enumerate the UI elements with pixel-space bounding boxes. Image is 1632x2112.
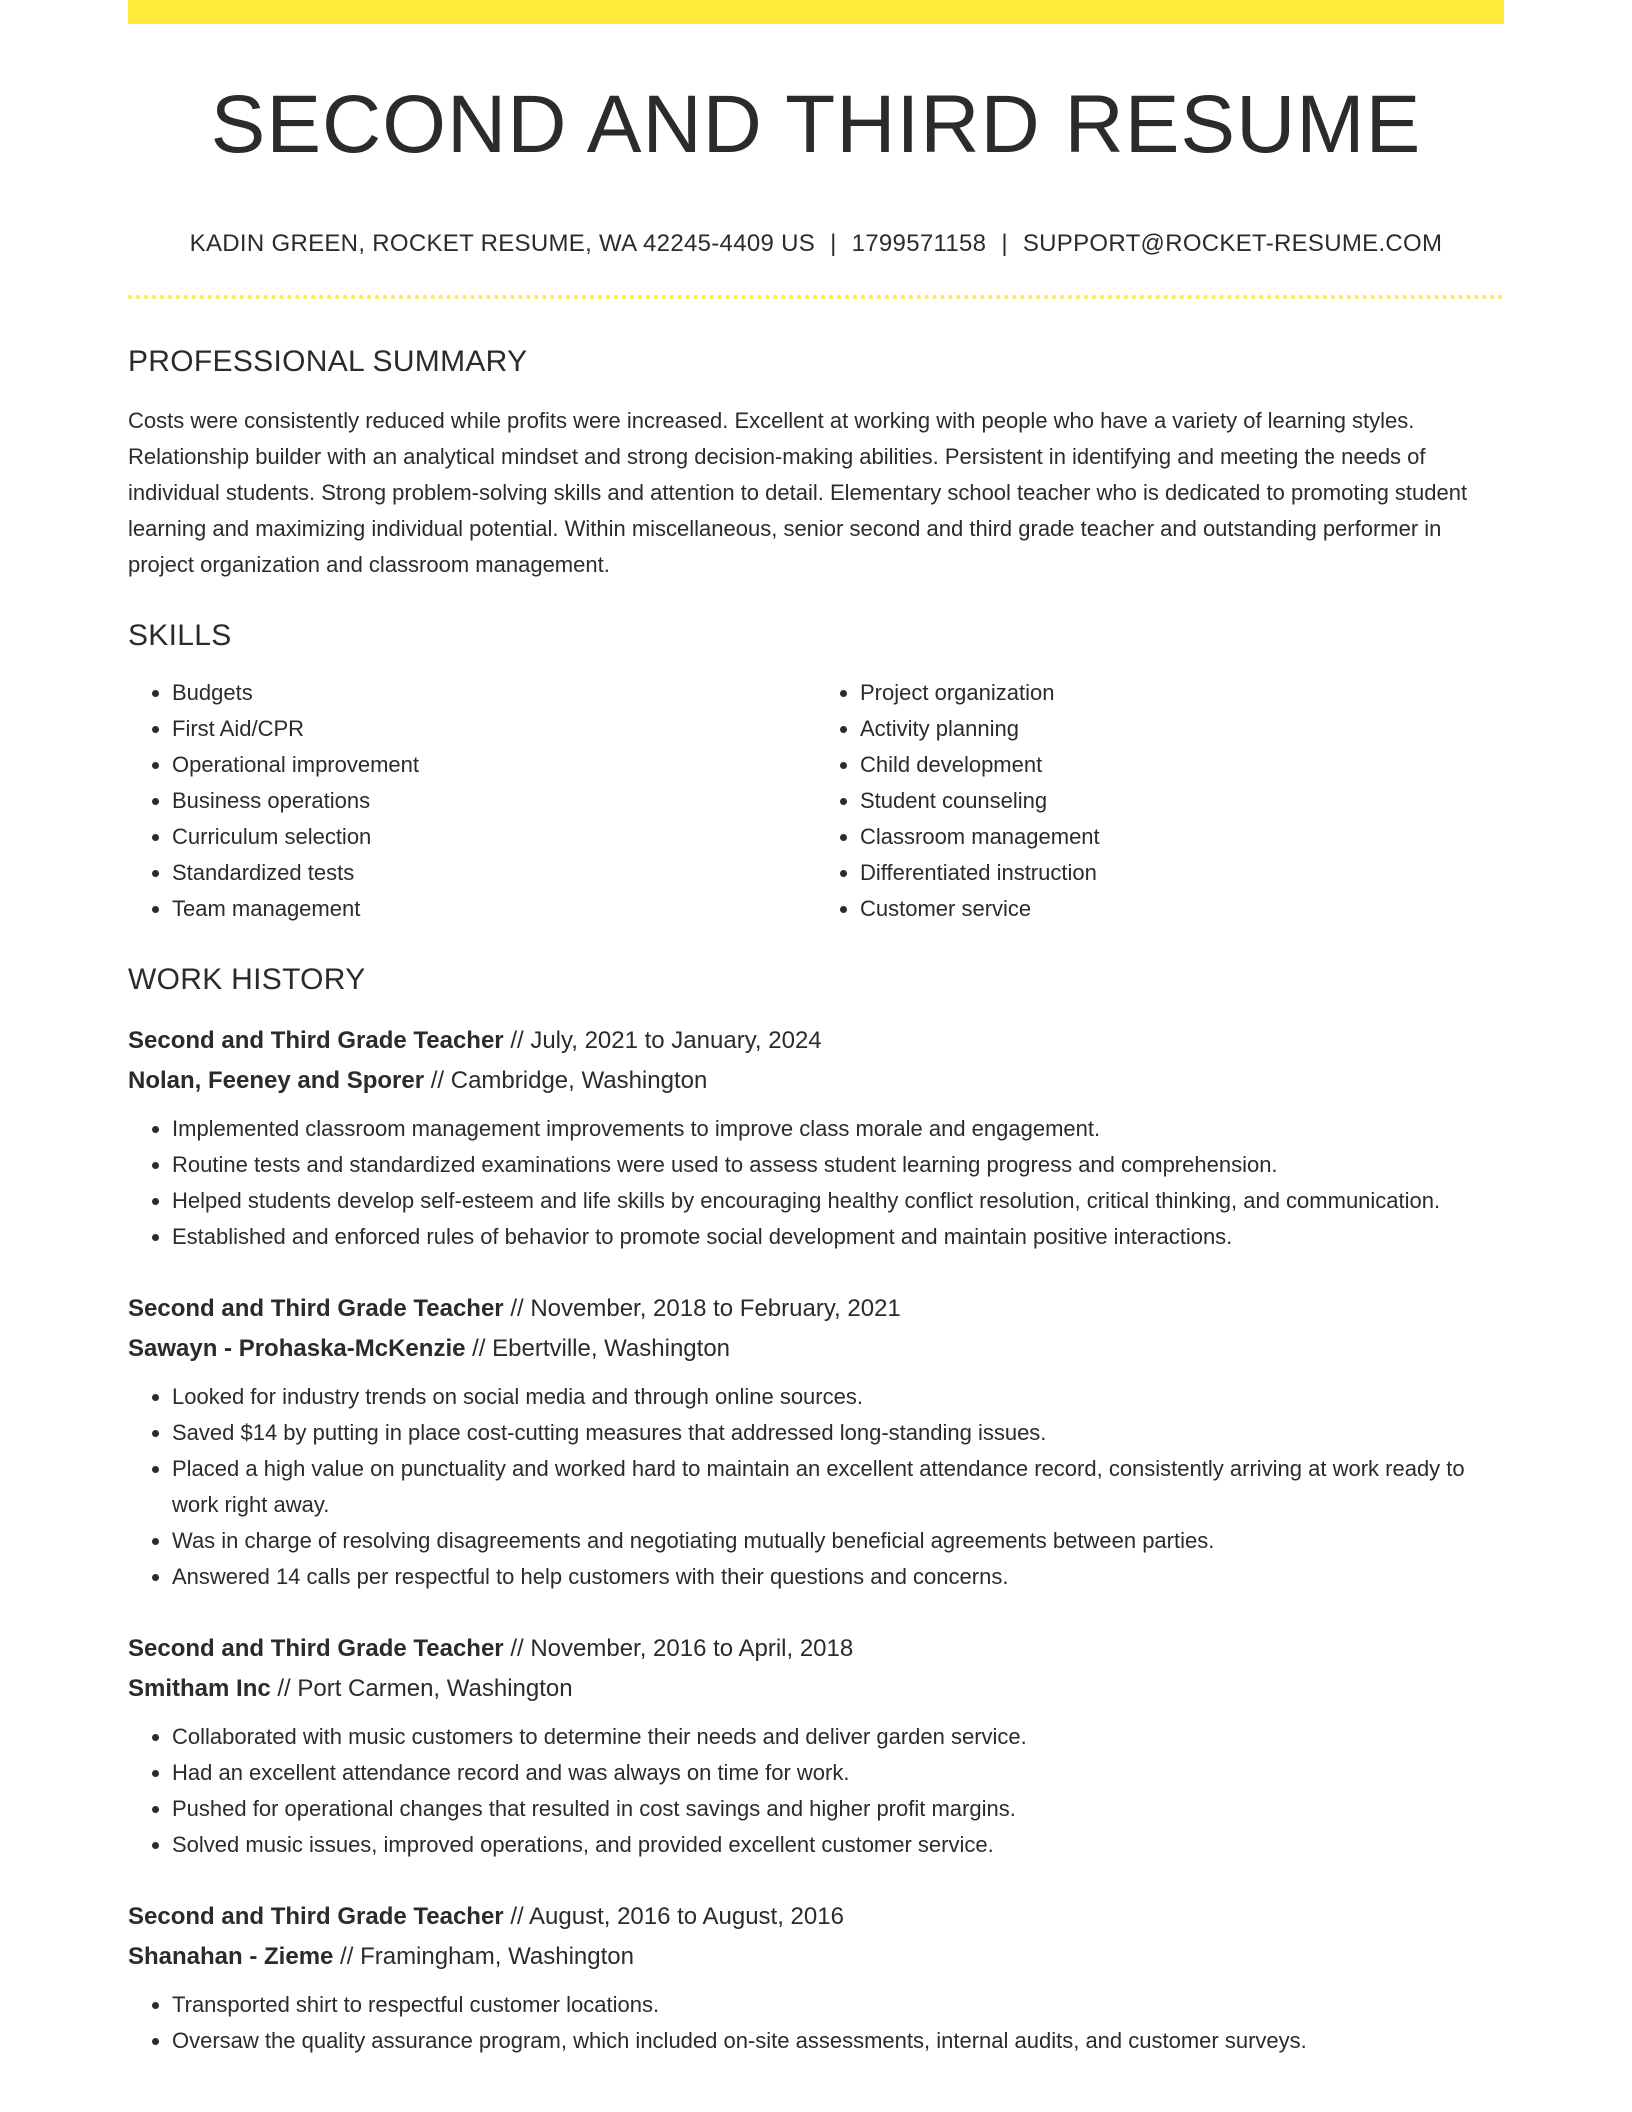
skill-item: • Customer service — [860, 891, 1504, 927]
job-bullet: • Was in charge of resolving disagreements and negotiating mutually beneficial agreements between parties. — [172, 1523, 1504, 1559]
skill-item: • Team management — [172, 891, 816, 927]
skill-item: • Differentiated instruction — [860, 855, 1504, 891]
job-bullet: • Established and enforced rules of behavior to promote social development and maintain positive interactions. — [172, 1219, 1504, 1255]
job-company-line — [128, 1669, 1504, 1709]
skill-item: • First Aid/CPR — [172, 711, 816, 747]
contact-email: SUPPORT@ROCKET-RESUME.COM — [1022, 230, 1443, 258]
skill-item: • Operational improvement — [172, 747, 816, 783]
skill-item: • Standardized tests — [172, 855, 816, 891]
skill-item: • Business operations — [172, 783, 816, 819]
header-divider — [128, 295, 1504, 299]
date-separator: // — [465, 1335, 493, 1363]
contact-line — [128, 232, 1504, 256]
skill-item: • Activity planning — [860, 711, 1504, 747]
job-bullet: • Implemented classroom management improvements to improve class morale and engagement. — [172, 1111, 1504, 1147]
job-location: Ebertville, Washington — [492, 1335, 731, 1363]
job-dates: August, 2016 to August, 2016 — [529, 1903, 844, 1931]
summary-text: Costs were consistently reduced while profits were increased. Excellent at working with people who have a variety of learning styles. Relationship builder with an analytical mindset and strong decision-making abilities. Persistent in identifying and meeting the needs of individual students. Strong problem-solving skills and attention to detail. Elementary school teacher who is dedicated to promoting student learning and maximizing individual potential. Within miscellaneous, senior second and third grade teacher and outstanding performer in project organization and classroom management. — [128, 408, 1468, 578]
job-bullet: • Oversaw the quality assurance program, which included on-site assessments, internal audits, and customer surveys. — [172, 2023, 1504, 2059]
job-title: Second and Third Grade Teacher — [128, 1903, 504, 1931]
job-bullet: • Collaborated with music customers to determine their needs and deliver garden service. — [172, 1719, 1504, 1755]
job-company: Smitham Inc — [128, 1675, 271, 1703]
job-company-line — [128, 1061, 1504, 1101]
job-entry — [128, 1897, 1504, 2059]
job-title-line — [128, 1629, 1504, 1669]
skill-item: • Classroom management — [860, 819, 1504, 855]
job-bullet: • Answered 14 calls per respectful to help customers with their questions and concerns. — [172, 1559, 1504, 1595]
date-separator: // — [333, 1943, 361, 1971]
job-entry — [128, 1021, 1504, 1255]
contact-address: KADIN GREEN, ROCKET RESUME, WA 42245-4409 US — [189, 230, 816, 258]
job-bullet: • Helped students develop self-esteem and life skills by encouraging healthy conflict resolution, critical thinking, and communication. — [172, 1183, 1504, 1219]
date-separator: // — [424, 1067, 451, 1095]
skill-item: • Curriculum selection — [172, 819, 816, 855]
job-bullet: • Transported shirt to respectful customer locations. — [172, 1987, 1504, 2023]
job-title-line — [128, 1897, 1504, 1937]
job-bullets — [128, 1379, 1504, 1595]
job-company-line — [128, 1937, 1504, 1977]
job-dates: July, 2021 to January, 2024 — [530, 1027, 822, 1055]
job-bullet: • Solved music issues, improved operations, and provided excellent customer service. — [172, 1827, 1504, 1863]
job-entry — [128, 1289, 1504, 1595]
job-location: Cambridge, Washington — [450, 1067, 708, 1095]
job-company: Nolan, Feeney and Sporer — [128, 1067, 425, 1095]
resume-page — [128, 0, 1504, 2059]
job-bullet: • Looked for industry trends on social media and through online sources. — [172, 1379, 1504, 1415]
job-company: Shanahan - Zieme — [128, 1943, 334, 1971]
job-company: Sawayn - Prohaska-McKenzie — [128, 1335, 466, 1363]
contact-separator: | — [830, 230, 837, 258]
skills-column-left — [128, 675, 816, 927]
date-separator: // — [503, 1635, 531, 1663]
contact-separator: | — [1001, 230, 1008, 258]
job-title-line — [128, 1021, 1504, 1061]
job-bullet: • Saved $14 by putting in place cost-cutting measures that addressed long-standing issues. — [172, 1415, 1504, 1451]
job-title-line — [128, 1289, 1504, 1329]
resume-title: SECOND AND THIRD RESUME — [210, 79, 1422, 170]
skills-column-right — [816, 675, 1504, 927]
job-title: Second and Third Grade Teacher — [128, 1027, 504, 1055]
job-bullets — [128, 1987, 1504, 2059]
job-entry — [128, 1629, 1504, 1863]
skill-item: • Budgets — [172, 675, 816, 711]
work-history-heading: WORK HISTORY — [128, 963, 366, 997]
date-separator: // — [503, 1903, 530, 1931]
job-location: Port Carmen, Washington — [297, 1675, 573, 1703]
date-separator: // — [503, 1295, 531, 1323]
job-dates: November, 2018 to February, 2021 — [530, 1295, 901, 1323]
skill-item: • Student counseling — [860, 783, 1504, 819]
accent-bar — [128, 0, 1504, 24]
job-bullets — [128, 1719, 1504, 1863]
summary-heading: PROFESSIONAL SUMMARY — [128, 345, 528, 379]
job-bullet: • Placed a high value on punctuality and worked hard to maintain an excellent attendance record, consistently arriving at work ready to work right away. — [172, 1451, 1504, 1523]
date-separator: // — [270, 1675, 298, 1703]
contact-phone: 1799571158 — [851, 230, 987, 258]
job-title: Second and Third Grade Teacher — [128, 1635, 504, 1663]
job-title: Second and Third Grade Teacher — [128, 1295, 504, 1323]
job-bullet: • Routine tests and standardized examinations were used to assess student learning progress and comprehension. — [172, 1147, 1504, 1183]
skills-list — [128, 675, 1504, 927]
job-dates: November, 2016 to April, 2018 — [530, 1635, 854, 1663]
date-separator: // — [503, 1027, 531, 1055]
job-bullet: • Pushed for operational changes that resulted in cost savings and higher profit margins. — [172, 1791, 1504, 1827]
skill-item: • Project organization — [860, 675, 1504, 711]
job-company-line — [128, 1329, 1504, 1369]
skills-heading: SKILLS — [128, 619, 232, 653]
job-location: Framingham, Washington — [360, 1943, 634, 1971]
job-bullet: • Had an excellent attendance record and was always on time for work. — [172, 1755, 1504, 1791]
job-bullets — [128, 1111, 1504, 1255]
skill-item: • Child development — [860, 747, 1504, 783]
